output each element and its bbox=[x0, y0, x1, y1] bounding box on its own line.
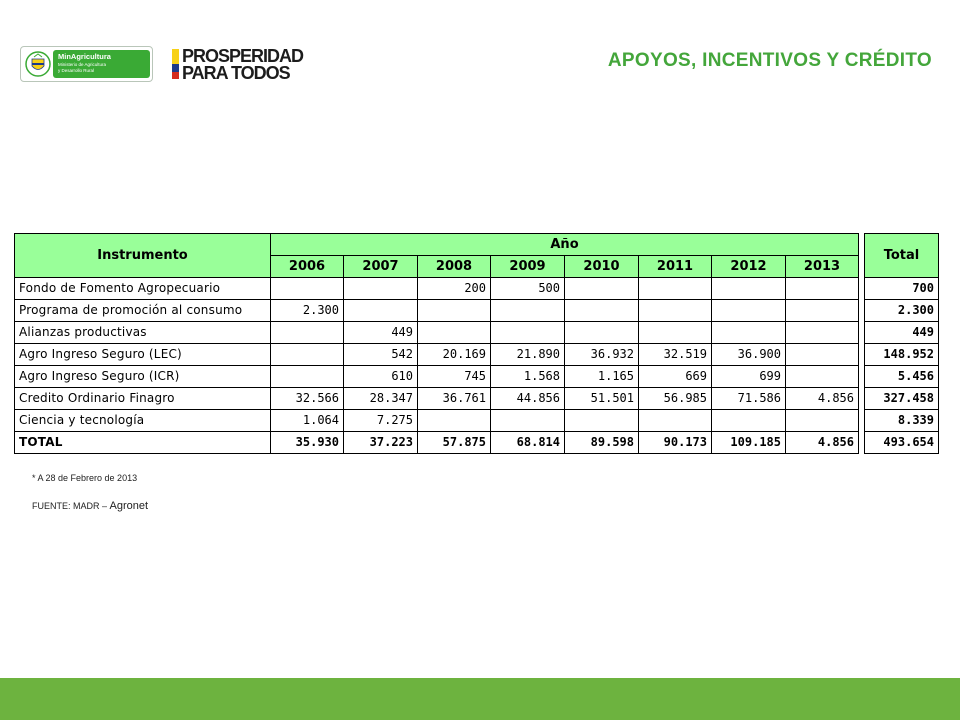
colombia-flag-icon bbox=[172, 49, 179, 79]
year-value-cell: 449 bbox=[344, 322, 418, 344]
year-value-cell bbox=[786, 344, 859, 366]
year-value-cell: 1.064 bbox=[271, 410, 344, 432]
table-row bbox=[15, 366, 939, 388]
table-row bbox=[15, 300, 939, 322]
year-header-cell: 2010 bbox=[565, 256, 639, 278]
row-total-cell: 5.456 bbox=[865, 366, 939, 388]
table-row bbox=[15, 322, 939, 344]
year-value-cell: 71.586 bbox=[712, 388, 786, 410]
year-value-cell bbox=[565, 278, 639, 300]
row-total-cell: 148.952 bbox=[865, 344, 939, 366]
year-value-cell: 37.223 bbox=[344, 432, 418, 454]
instrument-header: Instrumento bbox=[15, 234, 271, 278]
row-total-cell: 449 bbox=[865, 322, 939, 344]
year-value-cell bbox=[639, 410, 712, 432]
minagricultura-subtitle-1: Ministerio de Agricultura bbox=[58, 62, 107, 67]
year-value-cell bbox=[565, 322, 639, 344]
instrument-name: Alianzas productivas bbox=[15, 322, 271, 344]
source-note bbox=[32, 500, 148, 512]
year-value-cell bbox=[786, 278, 859, 300]
year-value-cell bbox=[491, 300, 565, 322]
prosperidad-line-1: PROSPERIDAD bbox=[182, 46, 304, 66]
year-value-cell: 21.890 bbox=[491, 344, 565, 366]
year-value-cell bbox=[418, 300, 491, 322]
year-value-cell bbox=[344, 300, 418, 322]
total-row bbox=[15, 432, 939, 454]
table-body bbox=[15, 278, 939, 454]
row-total-cell: 8.339 bbox=[865, 410, 939, 432]
year-value-cell: 542 bbox=[344, 344, 418, 366]
year-header-cell: 2013 bbox=[786, 256, 859, 278]
year-value-cell: 28.347 bbox=[344, 388, 418, 410]
year-header-cell: 2012 bbox=[712, 256, 786, 278]
year-value-cell: 2.300 bbox=[271, 300, 344, 322]
instrument-name: Ciencia y tecnología bbox=[15, 410, 271, 432]
year-value-cell bbox=[712, 278, 786, 300]
year-value-cell: 745 bbox=[418, 366, 491, 388]
row-total-cell: 493.654 bbox=[865, 432, 939, 454]
year-header-cell: 2007 bbox=[344, 256, 418, 278]
prosperidad-line-2: PARA TODOS bbox=[182, 63, 290, 83]
year-header-cell: 2008 bbox=[418, 256, 491, 278]
year-value-cell: 36.900 bbox=[712, 344, 786, 366]
year-value-cell bbox=[271, 278, 344, 300]
table-header bbox=[15, 234, 939, 278]
year-value-cell bbox=[565, 410, 639, 432]
source-value: Agronet bbox=[109, 500, 149, 512]
year-value-cell: 90.173 bbox=[639, 432, 712, 454]
year-value-cell bbox=[639, 278, 712, 300]
row-total-cell: 700 bbox=[865, 278, 939, 300]
year-value-cell: 1.568 bbox=[491, 366, 565, 388]
table-row bbox=[15, 388, 939, 410]
row-total-cell: 327.458 bbox=[865, 388, 939, 410]
instrument-table bbox=[14, 233, 939, 454]
year-value-cell: 200 bbox=[418, 278, 491, 300]
year-header-cell: 2006 bbox=[271, 256, 344, 278]
year-value-cell bbox=[271, 322, 344, 344]
year-value-cell bbox=[344, 278, 418, 300]
year-value-cell: 500 bbox=[491, 278, 565, 300]
year-value-cell: 51.501 bbox=[565, 388, 639, 410]
total-header: Total bbox=[865, 234, 939, 278]
year-value-cell bbox=[712, 322, 786, 344]
year-value-cell bbox=[712, 300, 786, 322]
total-label: TOTAL bbox=[15, 432, 271, 454]
instrument-name: Programa de promoción al consumo bbox=[15, 300, 271, 322]
year-value-cell: 68.814 bbox=[491, 432, 565, 454]
page-title: APOYOS, INCENTIVOS Y CRÉDITO bbox=[607, 50, 932, 71]
footnote: * A 28 de Febrero de 2013 bbox=[32, 473, 138, 483]
minagricultura-subtitle-2: y Desarrollo Rural bbox=[58, 68, 95, 73]
year-value-cell bbox=[491, 410, 565, 432]
table-row bbox=[15, 278, 939, 300]
year-value-cell: 610 bbox=[344, 366, 418, 388]
year-value-cell: 699 bbox=[712, 366, 786, 388]
year-value-cell: 109.185 bbox=[712, 432, 786, 454]
year-value-cell bbox=[565, 300, 639, 322]
year-value-cell: 4.856 bbox=[786, 388, 859, 410]
year-value-cell bbox=[786, 322, 859, 344]
bottom-band bbox=[0, 678, 960, 720]
year-value-cell bbox=[786, 366, 859, 388]
year-value-cell bbox=[491, 322, 565, 344]
year-value-cell bbox=[712, 410, 786, 432]
year-value-cell bbox=[786, 300, 859, 322]
year-value-cell: 89.598 bbox=[565, 432, 639, 454]
year-value-cell bbox=[639, 300, 712, 322]
minagricultura-logo bbox=[20, 46, 153, 82]
year-value-cell bbox=[418, 410, 491, 432]
year-value-cell: 36.932 bbox=[565, 344, 639, 366]
year-value-cell: 57.875 bbox=[418, 432, 491, 454]
source-label: FUENTE: MADR – bbox=[32, 501, 108, 511]
minagricultura-brand: MinAgricultura bbox=[58, 52, 111, 61]
table-row bbox=[15, 410, 939, 432]
year-value-cell: 35.930 bbox=[271, 432, 344, 454]
year-value-cell: 669 bbox=[639, 366, 712, 388]
year-value-cell bbox=[271, 366, 344, 388]
year-value-cell: 7.275 bbox=[344, 410, 418, 432]
table-row bbox=[15, 344, 939, 366]
instrument-name: Agro Ingreso Seguro (LEC) bbox=[15, 344, 271, 366]
year-value-cell: 32.519 bbox=[639, 344, 712, 366]
colombia-seal-icon bbox=[25, 50, 51, 78]
row-total-cell: 2.300 bbox=[865, 300, 939, 322]
year-value-cell bbox=[418, 322, 491, 344]
instrument-name: Agro Ingreso Seguro (ICR) bbox=[15, 366, 271, 388]
year-value-cell: 44.856 bbox=[491, 388, 565, 410]
year-value-cell bbox=[786, 410, 859, 432]
year-header: Año bbox=[271, 234, 859, 256]
year-value-cell: 1.165 bbox=[565, 366, 639, 388]
year-value-cell: 32.566 bbox=[271, 388, 344, 410]
prosperidad-para-todos-logo bbox=[172, 47, 312, 83]
year-header-cell: 2009 bbox=[491, 256, 565, 278]
year-value-cell bbox=[271, 344, 344, 366]
year-value-cell: 4.856 bbox=[786, 432, 859, 454]
instrument-name: Fondo de Fomento Agropecuario bbox=[15, 278, 271, 300]
year-value-cell: 56.985 bbox=[639, 388, 712, 410]
year-value-cell bbox=[639, 322, 712, 344]
year-value-cell: 20.169 bbox=[418, 344, 491, 366]
year-value-cell: 36.761 bbox=[418, 388, 491, 410]
instrument-name: Credito Ordinario Finagro bbox=[15, 388, 271, 410]
year-header-cell: 2011 bbox=[639, 256, 712, 278]
